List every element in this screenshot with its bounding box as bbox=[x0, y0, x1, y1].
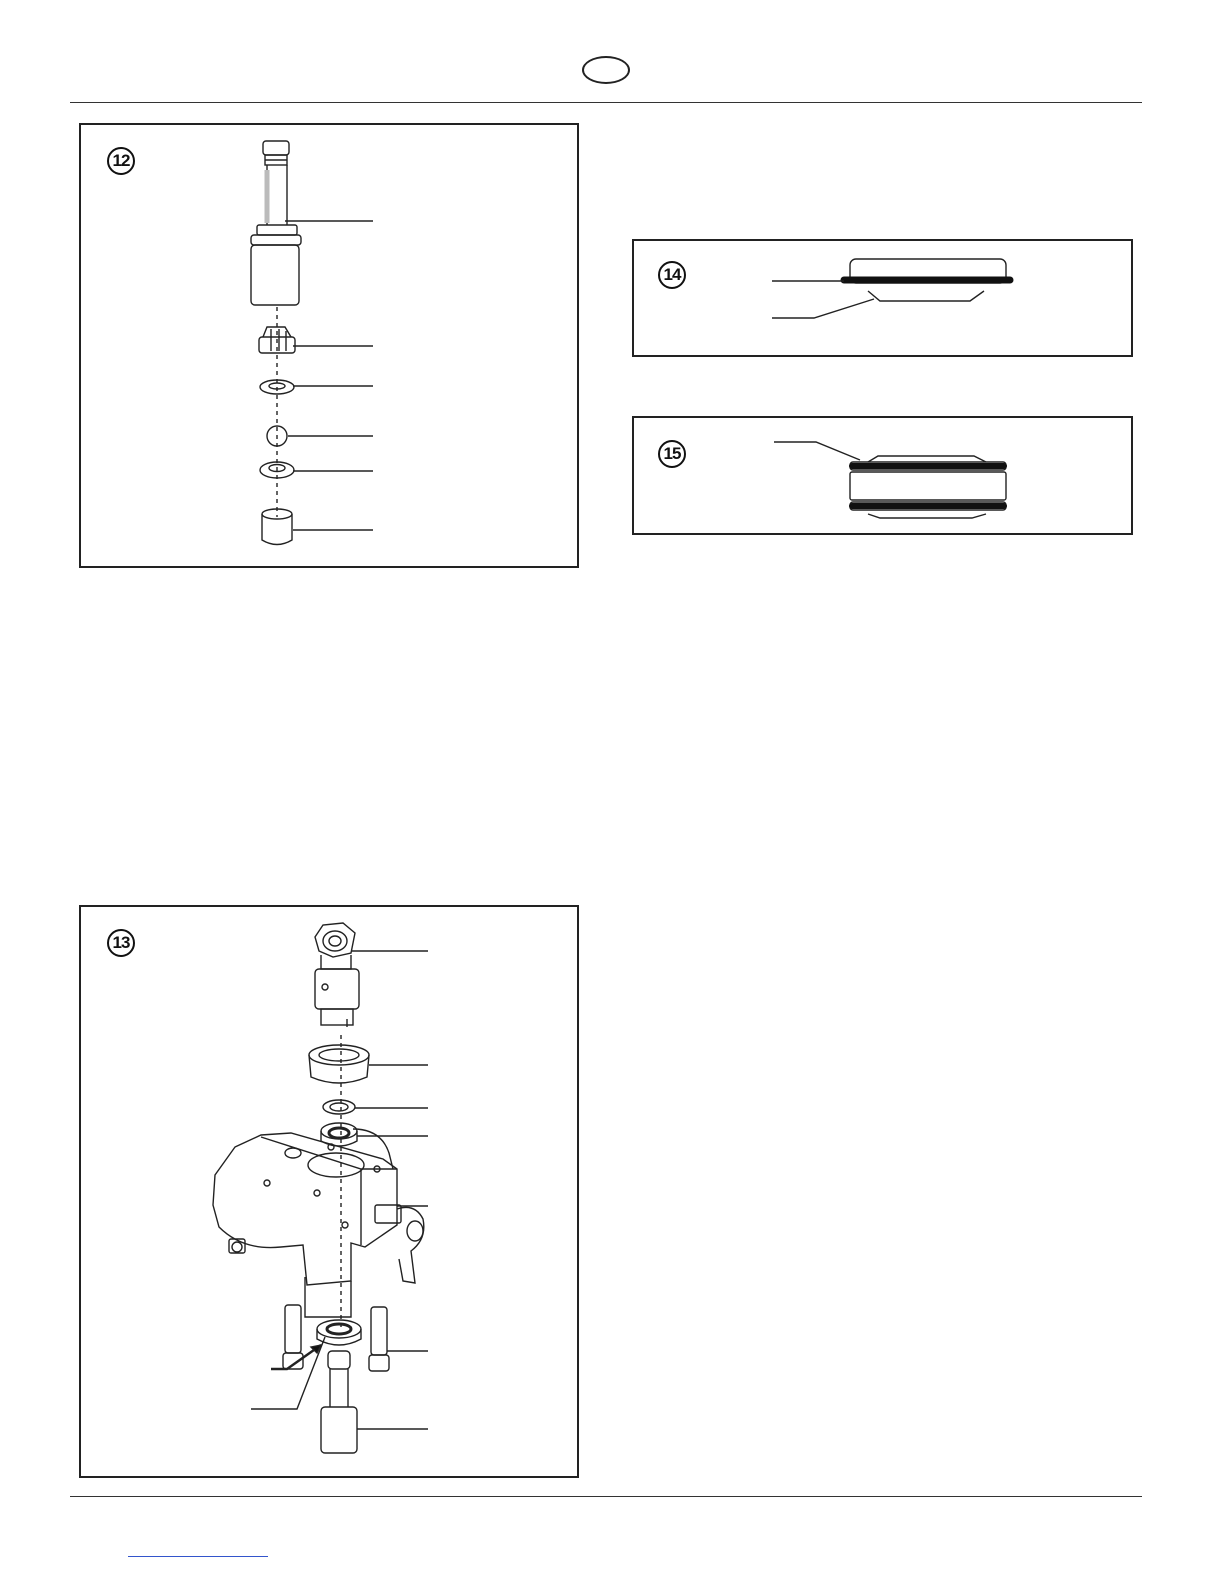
seal-double-oring-drawing bbox=[634, 418, 1131, 533]
language-badge bbox=[582, 56, 630, 84]
footer-rule bbox=[70, 1496, 1142, 1497]
figure-number-14: 14 bbox=[658, 261, 686, 289]
figure-number-15: 15 bbox=[658, 440, 686, 468]
figure-13 bbox=[79, 905, 579, 1478]
footer-link[interactable] bbox=[128, 1556, 268, 1557]
figure-15 bbox=[632, 416, 1133, 535]
inlet-valve-exploded-drawing bbox=[81, 125, 577, 566]
pump-block-exploded-drawing bbox=[81, 907, 577, 1476]
figure-number-13: 13 bbox=[107, 929, 135, 957]
header-rule bbox=[70, 102, 1142, 103]
figure-14 bbox=[632, 239, 1133, 357]
seal-oring-drawing bbox=[634, 241, 1131, 355]
figure-number-12: 12 bbox=[107, 147, 135, 175]
figure-12 bbox=[79, 123, 579, 568]
